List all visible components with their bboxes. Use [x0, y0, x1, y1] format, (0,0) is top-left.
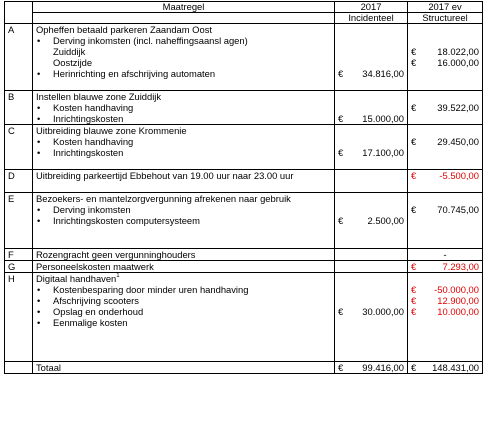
list-item: • Inrichtingskosten	[37, 113, 124, 124]
measures-table	[4, 1, 483, 374]
row-label: G	[8, 261, 16, 272]
row-b	[5, 91, 483, 125]
header-incidenteel: Incidenteel	[335, 12, 407, 23]
header-2017-cell	[335, 2, 408, 24]
header-2017ev-cell	[408, 2, 483, 24]
list-item: • Derving inkomsten	[37, 204, 131, 215]
total-structureel: € 148.431,00	[411, 362, 479, 373]
header-structureel: Structureel	[408, 12, 482, 23]
total-label: Totaal	[36, 362, 62, 373]
header-label-cell	[5, 2, 33, 24]
row-c	[5, 125, 483, 170]
bullet-icon: •	[37, 204, 41, 215]
list-item: • Kosten handhaving	[37, 102, 134, 113]
row-h	[5, 273, 483, 362]
row-title: Uitbreiding parkeertijd Ebbehout van 19.00 uur naar 23.00 uur	[36, 170, 294, 181]
row-label: E	[8, 193, 15, 204]
footnote-marker: 1	[116, 273, 120, 279]
bullet-icon: •	[37, 215, 41, 226]
list-item: • Inrichtingskosten computersysteem	[37, 215, 200, 226]
amount-incidenteel: € 30.000,00	[338, 306, 404, 317]
bullet-icon: •	[37, 317, 41, 328]
list-item: • Afschrijving scooters	[37, 295, 139, 306]
sub-item-oostzijde: Oostzijde	[53, 57, 93, 68]
row-g	[5, 261, 483, 273]
row-title: Instellen blauwe zone Zuiddijk	[36, 91, 162, 102]
amount-incidenteel: € 17.100,00	[338, 147, 404, 158]
row-label: H	[8, 273, 15, 284]
header-2017ev: 2017 ev	[428, 1, 462, 12]
list-item: • Opslag en onderhoud	[37, 306, 144, 317]
amount-incidenteel: € 34.816,00	[338, 68, 404, 79]
row-d	[5, 170, 483, 193]
bullet-icon: •	[37, 68, 41, 79]
list-item: • Eenmalige kosten	[37, 317, 128, 328]
total-incidenteel: € 99.416,00	[338, 362, 404, 373]
row-label: C	[8, 125, 15, 136]
bullet-icon: •	[37, 113, 41, 124]
list-item: • Kosten handhaving	[37, 136, 134, 147]
amount-structureel: € 18.022,00	[411, 46, 479, 57]
row-title: Rozengracht geen vergunninghouders	[36, 249, 196, 260]
total-row	[5, 362, 483, 374]
amount-structureel: € 7.293,00	[411, 261, 479, 272]
amount-structureel: € 70.745,00	[411, 204, 479, 215]
header-measure-cell	[33, 2, 335, 24]
amount-structureel: € 39.522,00	[411, 102, 479, 113]
row-title: Digitaal handhaven$^1$	[36, 273, 120, 284]
bullet-icon: •	[37, 147, 41, 158]
row-label: F	[8, 249, 14, 260]
row-a	[5, 24, 483, 91]
amount-structureel: € -5.500,00	[411, 170, 479, 181]
amount-structureel: € 12.900,00	[411, 295, 479, 306]
bullet-icon: •	[37, 306, 41, 317]
row-label: B	[8, 91, 15, 102]
bullet-icon: •	[37, 35, 41, 46]
row-title: Uitbreiding blauwe zone Krommenie	[36, 125, 187, 136]
amount-structureel: € 16.000,00	[411, 57, 479, 68]
row-e	[5, 193, 483, 249]
list-item: • Inrichtingskosten	[37, 147, 124, 158]
amount-structureel: € 29.450,00	[411, 136, 479, 147]
header-measure: Maatregel	[162, 1, 205, 12]
bullet-icon: •	[37, 295, 41, 306]
amount-incidenteel: € 15.000,00	[338, 113, 404, 124]
list-item: • Herinrichting en afschrijving automaten	[37, 68, 216, 79]
amount-incidenteel: € 2.500,00	[338, 215, 404, 226]
amount-structureel: € -50.000,00	[411, 284, 479, 295]
amount-structureel: -	[443, 249, 447, 260]
row-title: Personeelskosten maatwerk	[36, 261, 154, 272]
row-label: D	[8, 170, 15, 181]
amount-structureel: € 10.000,00	[411, 306, 479, 317]
row-f	[5, 249, 483, 261]
bullet-icon: •	[37, 284, 41, 295]
bullet-icon: •	[37, 102, 41, 113]
list-item: • Kostenbesparing door minder uren handhaving	[37, 284, 249, 295]
list-item: • Derving inkomsten (incl. naheffingsaansl agen)	[37, 35, 248, 46]
header-2017: 2017	[360, 1, 382, 12]
row-title: Opheffen betaald parkeren Zaandam Oost	[36, 24, 212, 35]
bullet-icon: •	[37, 136, 41, 147]
header-row	[5, 2, 483, 24]
row-label: A	[8, 24, 15, 35]
row-title: Bezoekers- en mantelzorgvergunning afrekenen naar gebruik	[36, 193, 291, 204]
sub-item-zuiddijk: Zuiddijk	[53, 46, 86, 57]
